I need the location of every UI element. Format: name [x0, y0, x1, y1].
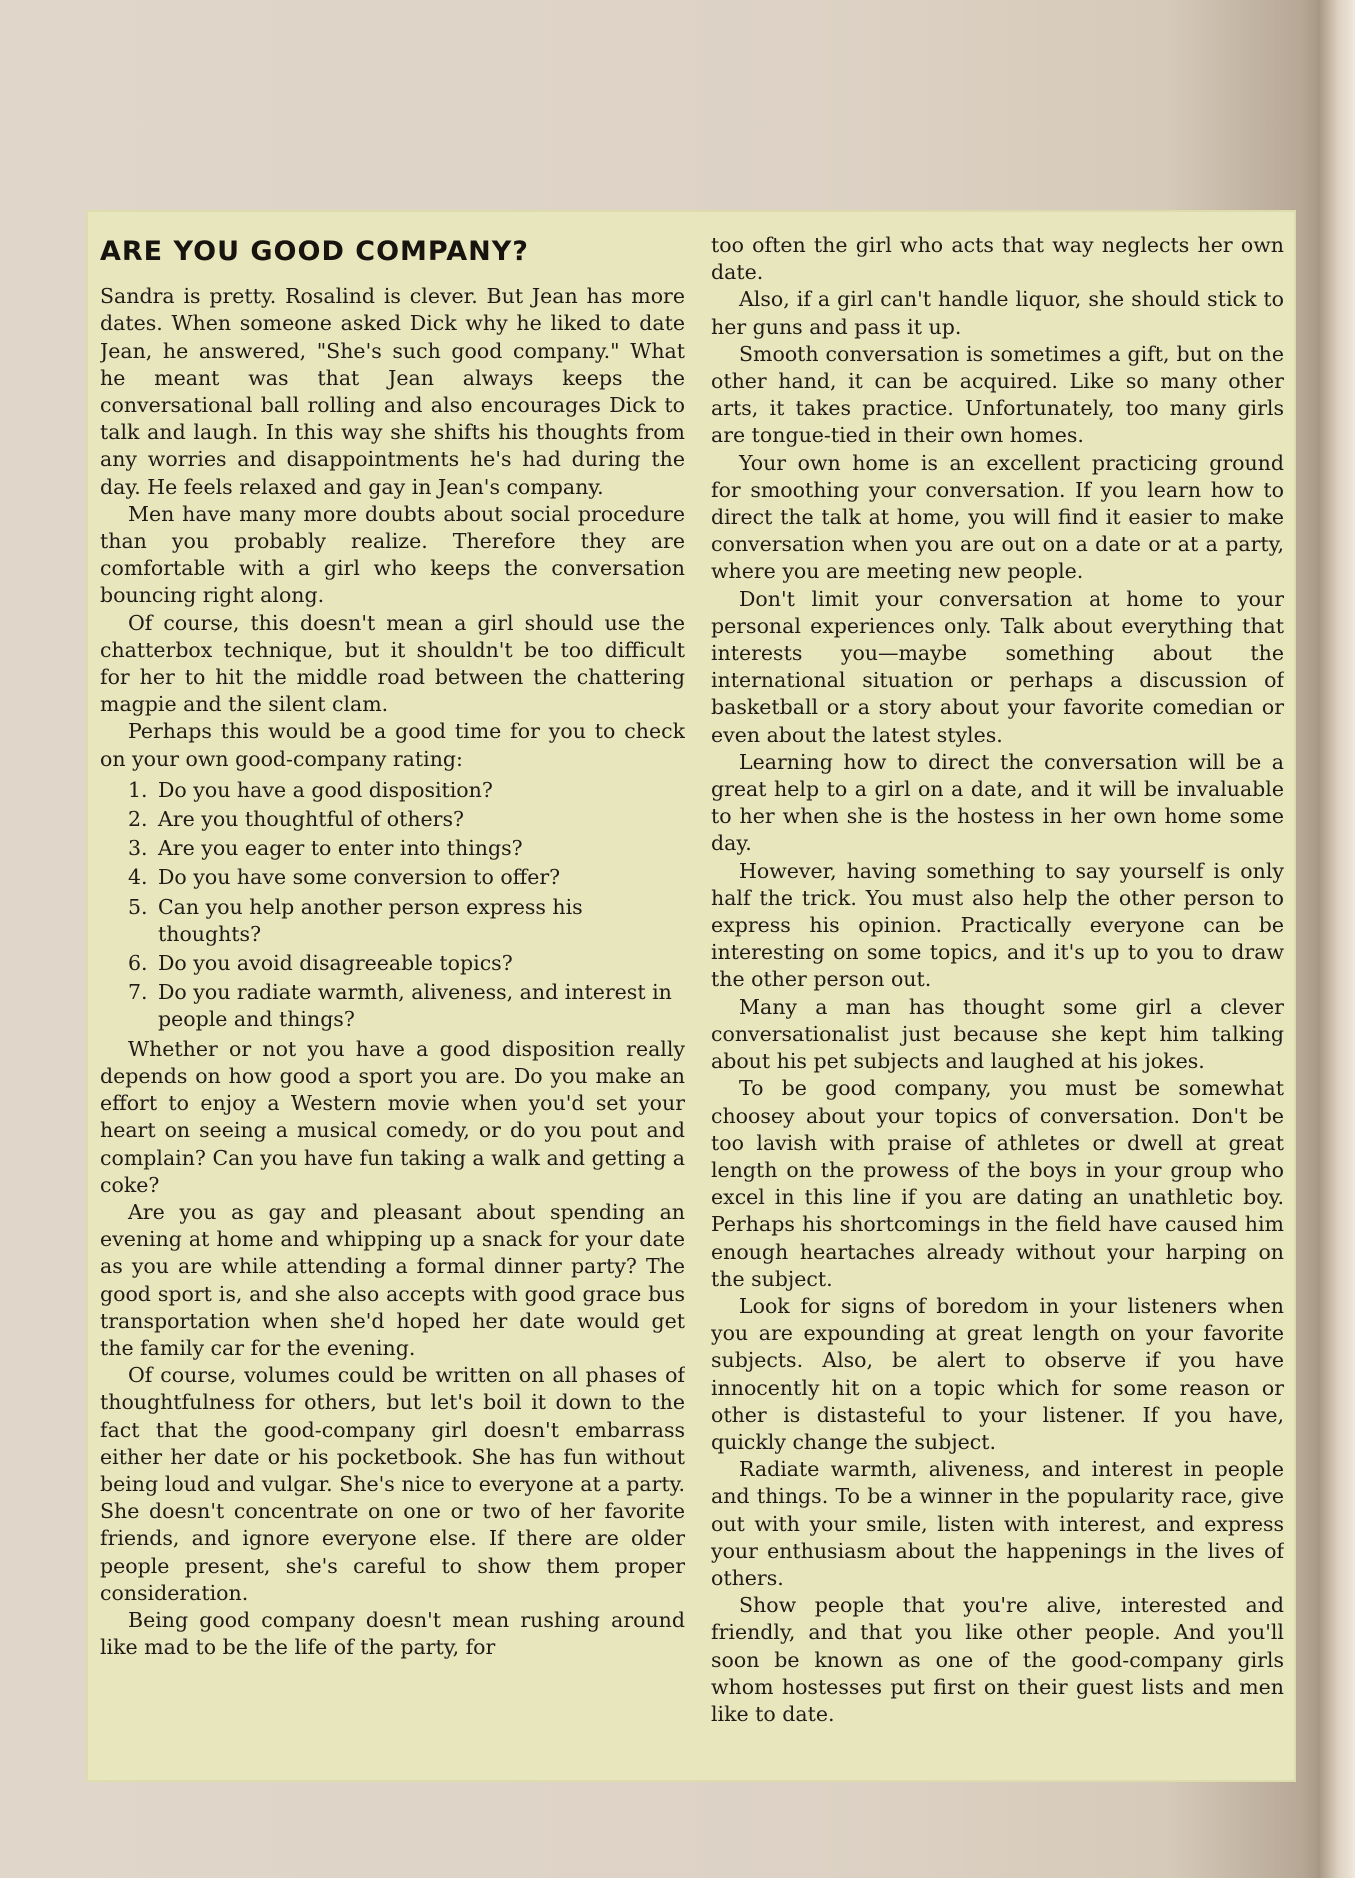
paragraph: Look for signs of boredom in your listeners when you are expounding at great length on your favorite subjects. Also, be alert to observe if you have innocently hit on a topic which for some reason or other is distasteful to your listener. If you have, quickly change the subject.	[711, 1293, 1284, 1454]
page-edge	[1318, 0, 1355, 1878]
paragraph: Smooth conversation is sometimes a gift, but on the other hand, it can be acquired. Like so many other arts, it takes practice. Unfortunately, too many girls are tongue-tied in their own homes.	[711, 341, 1284, 448]
paragraph: too often the girl who acts that way neglects her own date.	[711, 233, 1284, 285]
quiz-question: Do you have some conversion to offer?	[158, 865, 561, 890]
paragraph: However, having something to say yourself is only half the trick. You must also help the other person to express his opinion. Practically everyone can be interesting on some topics, and it's up to you to draw the other person out.	[711, 858, 1284, 992]
quiz-question: Do you radiate warmth, aliveness, and interest in people and things?	[158, 980, 672, 1032]
quiz-item	[100, 894, 685, 948]
quiz-number: 5.	[128, 894, 148, 919]
quiz-question: Do you have a good disposition?	[158, 777, 493, 802]
paragraph: Your own home is an excellent practicing ground for smoothing your conversation. If you learn how to direct the talk at home, you will find it easier to make conversation when you are out on a date or at a party, where you are meeting new people.	[711, 450, 1284, 584]
paragraph: Learning how to direct the conversation will be a great help to a girl on a date, and it will be invaluable to her when she is the hostess in her own home some day.	[711, 749, 1284, 856]
quiz-number: 1.	[128, 777, 148, 802]
quiz-number: 4.	[128, 865, 148, 890]
paragraph: Sandra is pretty. Rosalind is clever. But Jean has more dates. When someone asked Dick why he liked to date Jean, he answered, "She's such good company." What he meant was that Jean always keeps the conversational ball rolling and also encourages Dick to talk and laugh. In this way she shifts his thoughts from any worries and disappointments he's had during the day. He feels relaxed and gay in Jean's company.	[100, 284, 685, 499]
left-column	[100, 238, 685, 1810]
quiz-question: Do you avoid disagreeable topics?	[158, 951, 513, 976]
quiz-number: 3.	[128, 836, 148, 861]
paragraph: Show people that you're alive, interested and friendly, and that you like other people. And you'll soon be known as one of the good-company girls whom hostesses put first on their guest lists and men like to date.	[711, 1593, 1284, 1726]
quiz-item	[100, 835, 685, 862]
quiz-item	[100, 950, 685, 977]
right-column	[711, 232, 1284, 1804]
paragraph: Don't limit your conversation at home to your personal experiences only. Talk about everything that interests you—maybe something about the international situation or perhaps a discussion of basketball or a story about your favorite comedian or even about the latest styles.	[711, 586, 1284, 747]
article-title: ARE YOU GOOD COMPANY?	[100, 238, 529, 267]
quiz-question: Are you thoughtful of others?	[158, 807, 464, 832]
quiz-number: 7.	[128, 980, 148, 1005]
quiz-number: 6.	[128, 951, 148, 976]
quiz-item	[100, 864, 685, 891]
paragraph: Men have many more doubts about social procedure than you probably realize. Therefore they are comfortable with a girl who keeps the conversation bouncing right along.	[100, 501, 685, 608]
paragraph: Are you as gay and pleasant about spending an evening at home and whipping up a snack for your date as you are while attending a formal dinner party? The good sport is, and she also accepts with good grace bus transportation when she'd hoped her date would get the family car for the evening.	[100, 1199, 685, 1360]
quiz-item	[100, 777, 685, 804]
quiz-question: Can you help another person express his thoughts?	[158, 894, 583, 946]
paragraph: Also, if a girl can't handle liquor, she should stick to her guns and pass it up.	[711, 287, 1284, 339]
paragraph: Whether or not you have a good disposition really depends on how good a sport you are. Do you make an effort to enjoy a Western movie when you'd set your heart on seeing a musical comedy, or do you pout and complain? Can you have fun taking a walk and getting a coke?	[100, 1036, 685, 1197]
paragraph: Of course, volumes could be written on all phases of thoughtfulness for others, but let's boil it down to the fact that the good-company girl doesn't embarrass either her date or his pocketbook. She has fun without being loud and vulgar. She's nice to everyone at a party. She doesn't concentrate on one or two of her favorite friends, and ignore everyone else. If there are older people present, she's careful to show them proper consideration.	[100, 1363, 685, 1605]
quiz-item	[100, 806, 685, 833]
quiz-item	[100, 979, 685, 1033]
quiz-number: 2.	[128, 807, 148, 832]
quiz-question: Are you eager to enter into things?	[158, 836, 523, 861]
paragraph: To be good company, you must be somewhat choosey about your topics of conversation. Don't be too lavish with praise of athletes or dwell at great length on the prowess of the boys in your group who excel in this line if you are dating an unathletic boy. Perhaps his shortcomings in the field have caused him enough heartaches already without your harping on the subject.	[711, 1076, 1284, 1291]
article-panel	[86, 210, 1296, 1782]
paragraph: Perhaps this would be a good time for you to check on your own good-company rating:	[100, 719, 685, 771]
paragraph: Of course, this doesn't mean a girl should use the chatterbox technique, but it shouldn't be too difficult for her to hit the middle road between the chattering magpie and the silent clam.	[100, 610, 685, 717]
quiz-list	[100, 777, 685, 1034]
paragraph: Radiate warmth, aliveness, and interest in people and things. To be a winner in the popularity race, give out with your smile, listen with interest, and express your enthusiasm about the happenings in the lives of others.	[711, 1457, 1284, 1590]
paragraph: Being good company doesn't mean rushing around like mad to be the life of the party, for	[100, 1607, 685, 1660]
paragraph: Many a man has thought some girl a clever conversationalist just because she kept him talking about his pet subjects and laughed at his jokes.	[711, 994, 1284, 1074]
